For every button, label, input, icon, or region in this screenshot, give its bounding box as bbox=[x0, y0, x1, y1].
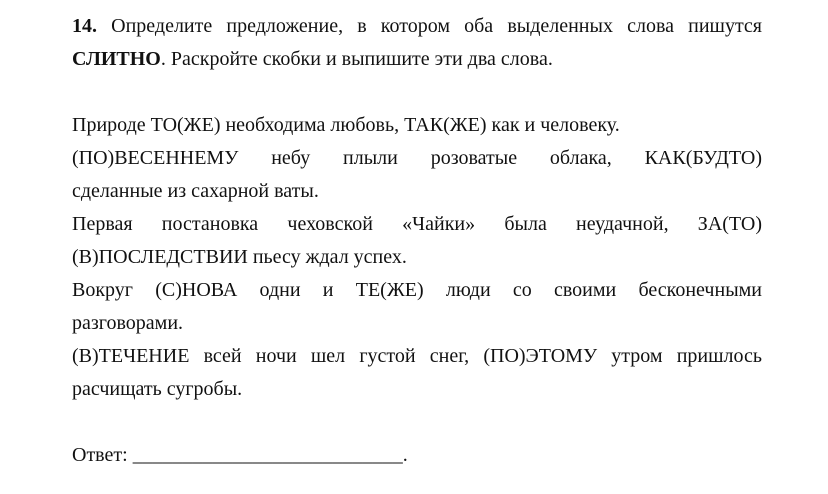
sentence-1 bbox=[72, 109, 762, 142]
sentence-line: разговорами. bbox=[72, 312, 184, 334]
spacer bbox=[72, 406, 762, 439]
answer-blank[interactable]: ___________________________ bbox=[132, 444, 403, 466]
task-prompt-line-2 bbox=[72, 43, 762, 76]
task-prompt-text: Определите предложение, в котором оба выделенных слова пишутся bbox=[111, 15, 763, 37]
answer-end: . bbox=[402, 444, 408, 466]
sentence-line: Природе ТО(ЖЕ) необходима любовь, ТАК(ЖЕ) как и человеку. bbox=[72, 114, 620, 136]
task-number: 14. bbox=[72, 15, 97, 37]
sentence-5 bbox=[72, 340, 762, 406]
sentence-2 bbox=[72, 142, 762, 208]
answer-row bbox=[72, 439, 762, 472]
sentence-line: Первая постановка чеховской «Чайки» была неудачной, ЗА(ТО) bbox=[72, 213, 762, 235]
sentence-line: (В)ТЕЧЕНИЕ всей ночи шел густой снег, (ПО)ЭТОМУ утром пришлось bbox=[72, 345, 762, 367]
sentence-line: Вокруг (С)НОВА одни и ТЕ(ЖЕ) люди со своими бесконечными bbox=[72, 279, 762, 301]
spacer bbox=[72, 76, 762, 109]
answer-label: Ответ: bbox=[72, 444, 128, 466]
task-emphasis: СЛИТНО bbox=[72, 48, 161, 70]
sentence-4 bbox=[72, 274, 762, 340]
sentence-line: расчищать сугробы. bbox=[72, 378, 243, 400]
sentence-3 bbox=[72, 208, 762, 274]
task-prompt-line-1 bbox=[72, 10, 762, 43]
sentence-line: (В)ПОСЛЕДСТВИИ пьесу ждал успех. bbox=[72, 246, 407, 268]
sentence-line: (ПО)ВЕСЕННЕМУ небу плыли розоватые облака, КАК(БУДТО) bbox=[72, 147, 762, 169]
sentence-line: сделанные из сахарной ваты. bbox=[72, 180, 319, 202]
task-prompt-rest: . Раскройте скобки и выпишите эти два слова. bbox=[160, 48, 553, 70]
